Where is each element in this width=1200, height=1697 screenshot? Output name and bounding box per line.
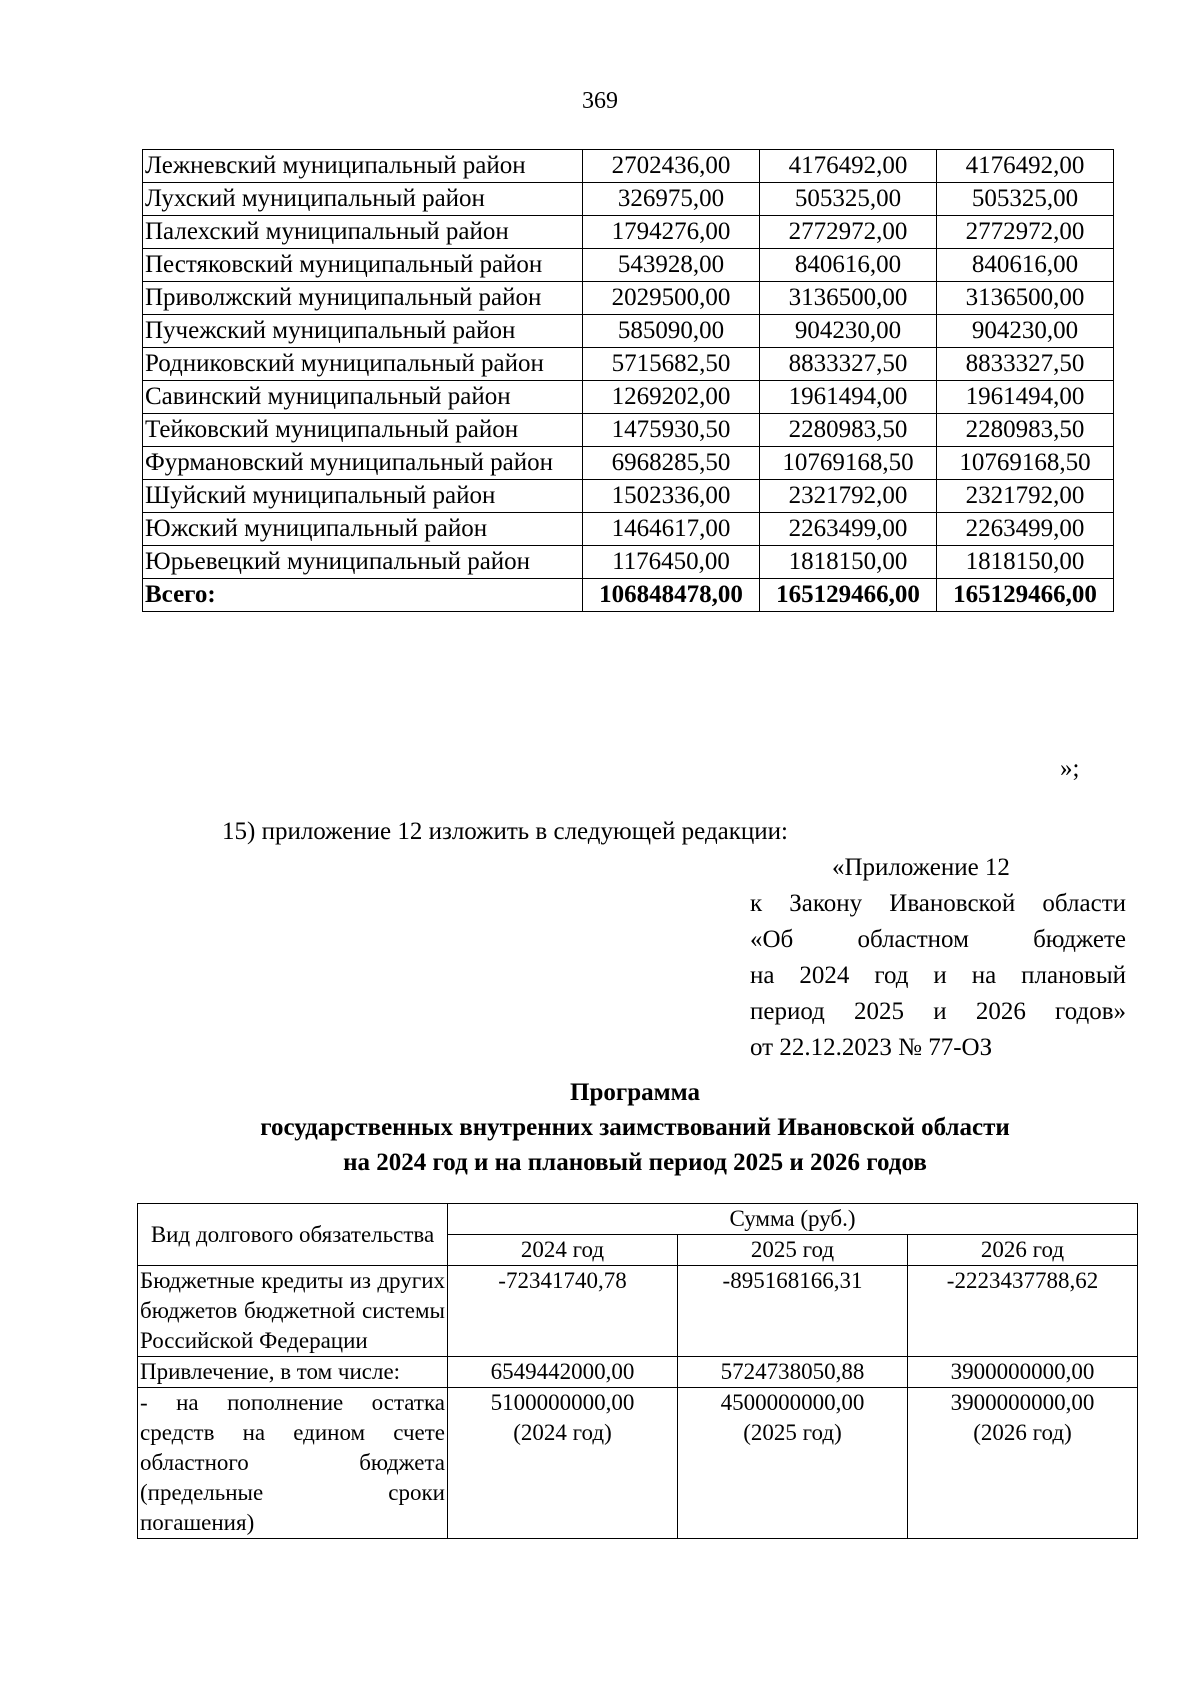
district-name: Палехский муниципальный район [143,216,583,249]
value-2025: 4500000000,00 [720,1390,865,1415]
district-name: Пучежский муниципальный район [143,315,583,348]
district-name: Фурмановский муниципальный район [143,447,583,480]
value-2024: 6968285,50 [583,447,760,480]
value-2025: 1961494,00 [760,381,937,414]
value-2026: 10769168,50 [937,447,1114,480]
table-row [143,381,1114,414]
table-row [143,183,1114,216]
table-row [143,348,1114,381]
appendix-line: от 22.12.2023 № 77-ОЗ [750,1034,993,1061]
value-2024: 2702436,00 [583,150,760,183]
program-title [0,1075,1200,1180]
value-2025: 5724738050,88 [678,1357,908,1388]
district-name: Савинский муниципальный район [143,381,583,414]
value-2024: 6549442000,00 [448,1357,678,1388]
appendix-line: к Закону Ивановской области [750,890,1126,917]
title-line: Программа [570,1079,700,1106]
header-2025: 2025 год [678,1235,908,1266]
value-2026: 1818150,00 [937,546,1114,579]
header-sum: Сумма (руб.) [448,1204,1138,1235]
value-2024: 585090,00 [583,315,760,348]
value-2026-cell [908,1388,1138,1539]
value-2025: 10769168,50 [760,447,937,480]
value-2024-cell [448,1388,678,1539]
value-2026: 2772972,00 [937,216,1114,249]
value-2026: 2321792,00 [937,480,1114,513]
value-2024: 1794276,00 [583,216,760,249]
table-row [138,1357,1138,1388]
header-debt-type: Вид долгового обязательства [138,1204,448,1266]
value-2024: 543928,00 [583,249,760,282]
borrowing-table [137,1203,1138,1539]
value-2026: -2223437788,62 [908,1266,1138,1357]
debt-type: - на пополнение остатка средств на едином счете областного бюджета (предельные сроки погашения) [138,1388,448,1539]
value-2025-cell [678,1388,908,1539]
value-2024: -72341740,78 [448,1266,678,1357]
value-2026: 3136500,00 [937,282,1114,315]
appendix-line: «Об областном бюджете [750,926,1126,953]
value-2025: 2280983,50 [760,414,937,447]
value-2025: 2321792,00 [760,480,937,513]
debt-type: Бюджетные кредиты из других бюджетов бюджетной системы Российской Федерации [138,1266,448,1357]
value-2025: 8833327,50 [760,348,937,381]
title-line: на 2024 год и на плановый период 2025 и 2026 годов [343,1149,927,1176]
term-2024: (2024 год) [513,1420,612,1445]
value-2026: 904230,00 [937,315,1114,348]
value-2024: 5100000000,00 [490,1390,635,1415]
total-2024: 106848478,00 [583,579,760,612]
district-name: Шуйский муниципальный район [143,480,583,513]
term-2026: (2026 год) [973,1420,1072,1445]
appendix-line: «Приложение 12 [832,854,1010,881]
page-number: 369 [582,88,618,114]
table-row [143,150,1114,183]
value-2024: 2029500,00 [583,282,760,315]
value-2025: -895168166,31 [678,1266,908,1357]
district-name: Юрьевецкий муниципальный район [143,546,583,579]
value-2026: 3900000000,00 [908,1357,1138,1388]
value-2026: 840616,00 [937,249,1114,282]
district-name: Лежневский муниципальный район [143,150,583,183]
value-2025: 2263499,00 [760,513,937,546]
value-2026: 505325,00 [937,183,1114,216]
appendix-line: на 2024 год и на плановый [750,962,1126,989]
term-2025: (2025 год) [743,1420,842,1445]
value-2024: 1475930,50 [583,414,760,447]
value-2025: 840616,00 [760,249,937,282]
value-2024: 1269202,00 [583,381,760,414]
table-row [143,480,1114,513]
total-row [143,579,1114,612]
subsidy-table [142,149,1114,612]
value-2024: 1502336,00 [583,480,760,513]
value-2025: 505325,00 [760,183,937,216]
table-row [138,1266,1138,1357]
value-2025: 904230,00 [760,315,937,348]
debt-type: Привлечение, в том числе: [138,1357,448,1388]
table-row [138,1388,1138,1539]
district-name: Пестяковский муниципальный район [143,249,583,282]
table-row [143,513,1114,546]
header-2026: 2026 год [908,1235,1138,1266]
value-2025: 1818150,00 [760,546,937,579]
subsidy-table-body [143,150,1114,612]
table-row [143,216,1114,249]
district-name: Приволжский муниципальный район [143,282,583,315]
value-2025: 4176492,00 [760,150,937,183]
value-2026: 1961494,00 [937,381,1114,414]
table-row [143,546,1114,579]
header-row [138,1204,1138,1235]
header-2024: 2024 год [448,1235,678,1266]
appendix-header [750,850,1126,1066]
total-2026: 165129466,00 [937,579,1114,612]
table-row [143,249,1114,282]
district-name: Южский муниципальный район [143,513,583,546]
total-2025: 165129466,00 [760,579,937,612]
value-2024: 1464617,00 [583,513,760,546]
appendix-line: период 2025 и 2026 годов» [750,998,1126,1025]
value-2024: 5715682,50 [583,348,760,381]
value-2025: 3136500,00 [760,282,937,315]
table-row [143,315,1114,348]
district-name: Тейковский муниципальный район [143,414,583,447]
value-2026: 3900000000,00 [950,1390,1095,1415]
closing-quote: »; [1060,755,1080,782]
table-row [143,414,1114,447]
district-name: Лухский муниципальный район [143,183,583,216]
district-name: Родниковский муниципальный район [143,348,583,381]
borrowing-table-body [138,1204,1138,1539]
table-row [143,282,1114,315]
value-2024: 326975,00 [583,183,760,216]
table-row [143,447,1114,480]
value-2026: 4176492,00 [937,150,1114,183]
value-2025: 2772972,00 [760,216,937,249]
title-line: государственных внутренних заимствований Ивановской области [260,1114,1010,1141]
amendment-text: 15) приложение 12 изложить в следующей редакции: [222,818,788,845]
value-2026: 2263499,00 [937,513,1114,546]
value-2026: 2280983,50 [937,414,1114,447]
value-2026: 8833327,50 [937,348,1114,381]
value-2024: 1176450,00 [583,546,760,579]
total-label: Всего: [143,579,583,612]
